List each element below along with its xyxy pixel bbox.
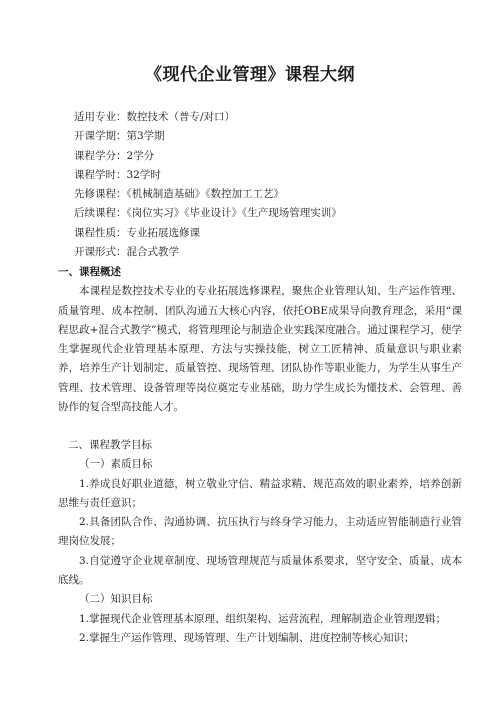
list-item: 1.养成良好职业道德，树立敬业守信、精益求精、规范高效的职业素养，培养创新思维与责任意识；	[58, 477, 462, 509]
meta-hours: 课程学时：32学时	[74, 168, 161, 181]
course-meta-block	[74, 108, 474, 262]
meta-credits: 课程学分：2学分	[74, 149, 155, 162]
document-title: 《现代企业管理》课程大纲	[145, 65, 355, 85]
list-item: 2.具备团队合作、沟通协调、抗压执行与终身学习能力，主动适应智能制造行业管理岗位发展；	[58, 516, 462, 548]
section-objectives	[58, 436, 462, 648]
list-item: 3.自觉遵守企业规章制度、现场管理规范与质量体系要求，坚守安全、质量、成本底线。	[58, 554, 462, 587]
section-heading: 一、课程概述	[58, 266, 121, 278]
meta-prerequisites: 先修课程：《机械制造基础》《数控加工工艺》	[74, 188, 284, 201]
section-overview	[58, 263, 462, 417]
list-item: 1.掌握现代企业管理基本原理、组织架构、运营流程，理解制造企业管理逻辑；	[79, 612, 447, 625]
meta-course-type: 课程性质：专业拓展选修课	[74, 226, 200, 239]
meta-followup-courses: 后续课程：《岗位实习》《毕业设计》《生产现场管理实训》	[74, 207, 342, 220]
section-heading: 二、课程教学目标	[68, 439, 152, 451]
meta-delivery-mode: 开课形式：混合式教学	[74, 246, 179, 259]
paragraph: 本课程是数控技术专业的专业拓展选修课程，聚焦企业管理认知、生产运作管理、质量管理、成本控制、团队沟通五大核心内容，依托OBE成果导向教育理念，采用“课程思政+混合式教学”模式，将管理理论与制造企业实践深度融合。通过课程学习，使学生掌握现代企业管理基本原理、方法与实操技能，树立工匠精神、质量意识与职业素养，培养生产计划制定、质量管控、现场管理、团队协作等职业能力，为学生从事生产管理、技术管理、设备管理等岗位奠定专业基础，助力学生成长为懂技术、会管理、善协作的复合型高技能人才。	[58, 285, 462, 414]
subsection-heading: （二）知识目标	[79, 593, 153, 606]
list-item: 2.掌握生产运作管理、现场管理、生产计划编制、进度控制等核心知识；	[79, 631, 415, 644]
meta-major: 适用专业：数控技术（普专/对口）	[74, 111, 236, 123]
meta-semester: 开课学期：第3学期	[74, 130, 165, 143]
subsection-heading: （一）素质目标	[79, 458, 153, 471]
